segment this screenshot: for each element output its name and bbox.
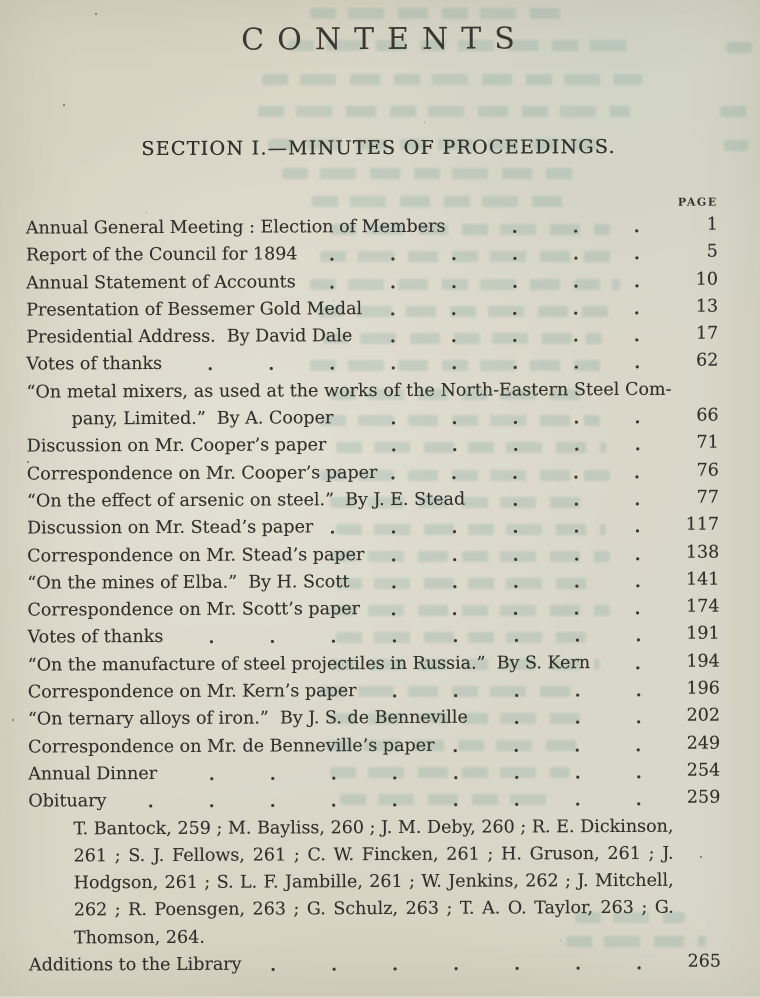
toc-entry [28,677,720,707]
dot-leader [602,649,671,677]
dot-leader [325,513,670,542]
toc-entry-page-number: 1 [671,212,718,240]
toc-entry [27,485,719,515]
dot-leader [477,486,670,514]
toc-entry-page-number: 196 [673,676,720,704]
toc-entry-text: Additions to the Library [29,952,242,980]
toc-entry-page-number: 254 [673,757,720,785]
dot-leader [361,568,670,597]
toc-entry-text: Obituary [28,788,106,816]
toc-entry-text: Annual General Meeting : Election of Members [26,214,446,243]
toc-entry-page-number: 17 [671,321,718,349]
toc-entry [29,950,721,980]
toc-entry-page-number: 62 [671,348,718,376]
dot-leader [345,404,669,433]
dot-leader [376,540,670,569]
toc-entry [28,622,720,652]
dot-leader [480,704,671,732]
toc-entry-page-number: 202 [673,703,720,731]
dot-leader [253,950,672,979]
toc-entry-page-number: 249 [673,730,720,758]
toc-entry [27,458,719,488]
toc-entry-page-number: 10 [671,266,718,294]
dot-leader [338,431,670,460]
toc-entry-page-number: 259 [673,785,720,813]
dot-leader [309,240,669,269]
toc-entry [28,758,720,788]
toc-entry-page-number: 265 [674,949,721,977]
obituary-names-line [29,922,721,952]
toc-entry-text: Correspondence on Mr. de Benneville’s paper [28,732,434,761]
obituary-names-text: Thomson, 264. [29,924,205,952]
dot-leader [169,759,671,788]
toc-entry-text: “On the manufacture of steel projectiles in Russia.” By S. Kern [28,650,591,680]
toc-entry-text: Correspondence on Mr. Cooper’s paper [27,460,378,489]
toc-entry [28,786,720,816]
toc-entry [26,322,718,352]
toc-entry-text: Votes of thanks [28,624,164,652]
toc-entry-page-number: 138 [672,539,719,567]
dot-leader [118,786,671,816]
toc-entry-text: Correspondence on Mr. Kern’s paper [28,678,357,707]
toc-entry [27,540,719,570]
toc-entry-text: Correspondence on Mr. Scott’s paper [27,596,360,625]
toc-entry [27,567,719,597]
obituary-names-line [29,895,721,925]
toc-entry-page-number: 76 [672,457,719,485]
dot-leader [372,595,671,624]
toc-entry-text: Annual Dinner [28,761,157,789]
toc-entry-text: Report of the Council for 1894 [26,242,298,270]
dot-leader [364,322,669,351]
dot-leader [389,458,670,487]
contents-title: CONTENTS [0,20,758,59]
toc-entry-page-number: 66 [672,403,719,431]
toc-entry-page-number: 13 [671,293,718,321]
toc-entry-text: “On the effect of arsenic on steel.” By J. E. Stead [27,487,465,516]
table-of-contents [26,213,721,980]
toc-entry [26,240,718,270]
dot-leader [457,213,669,241]
toc-entry-page-number: 174 [672,594,719,622]
toc-entry [28,731,720,761]
toc-entry-text: Discussion on Mr. Cooper’s paper [27,433,327,462]
toc-entry-page-number: 194 [673,648,720,676]
dot-leader [175,622,670,651]
toc-entry [26,349,718,379]
toc-entry-text: “On metal mixers, as used at the works of the North-Eastern Steel Com- [26,377,671,407]
dot-leader [446,731,671,759]
toc-entry [28,704,720,734]
toc-entry-page-number: 5 [671,239,718,267]
toc-entry-text: Correspondence on Mr. Stead’s paper [27,542,364,571]
toc-entry-text: Presentation of Bessemer Gold Medal [26,296,362,325]
toc-entry [27,513,719,543]
toc-entry [27,595,719,625]
toc-entry-wrapped-first-line [26,376,718,406]
dot-leader [374,295,669,324]
page-column-label: PAGE [678,196,718,209]
toc-entry-page-number: 141 [672,566,719,594]
toc-entry [26,213,718,243]
toc-entry-text: “On the mines of Elba.” By H. Scott [27,569,349,598]
dot-leader [174,349,669,378]
toc-entry [27,431,719,461]
obituary-names-text: 262 ; R. Poensgen, 263 ; G. Schulz, 263 ; T. A. O. Taylor, 263 ; G. [29,895,674,925]
dot-leader [308,267,670,296]
obituary-names-text: 261 ; S. J. Fellows, 261 ; C. W. Fincken, 261 ; H. Gruson, 261 ; J. [29,841,674,871]
toc-entry-page-number: 71 [672,430,719,458]
section-heading: SECTION I.—MINUTES OF PROCEEDINGS. [0,135,759,160]
toc-entry [28,649,720,679]
toc-entry-text: pany, Limited.” By A. Cooper [27,405,334,434]
toc-entry-page-number: 77 [672,484,719,512]
toc-entry-text: Votes of thanks [26,351,162,379]
toc-entry-page-number: 191 [673,621,720,649]
obituary-names-line [28,813,720,843]
toc-entry-text: Presidential Address. By David Dale [26,323,352,352]
toc-entry-wrapped-second-line [27,404,719,434]
obituary-names-line [29,868,721,898]
obituary-names-text: T. Bantock, 259 ; M. Bayliss, 260 ; J. M. Deby, 260 ; R. E. Dickinson, [28,813,673,843]
toc-entry-text: Discussion on Mr. Stead’s paper [27,515,313,544]
toc-entry [26,267,718,297]
obituary-names-line [29,840,721,870]
dot-leader [368,677,670,706]
toc-entry-text: Annual Statement of Accounts [26,269,296,297]
toc-entry-text: “On ternary alloys of iron.” By J. S. de Benneville [28,705,468,734]
obituary-names-text: Hodgson, 261 ; S. L. F. Jambille, 261 ; W. Jenkins, 262 ; J. Mitchell, [29,868,674,898]
toc-entry [26,294,718,324]
toc-entry-page-number: 117 [672,512,719,540]
